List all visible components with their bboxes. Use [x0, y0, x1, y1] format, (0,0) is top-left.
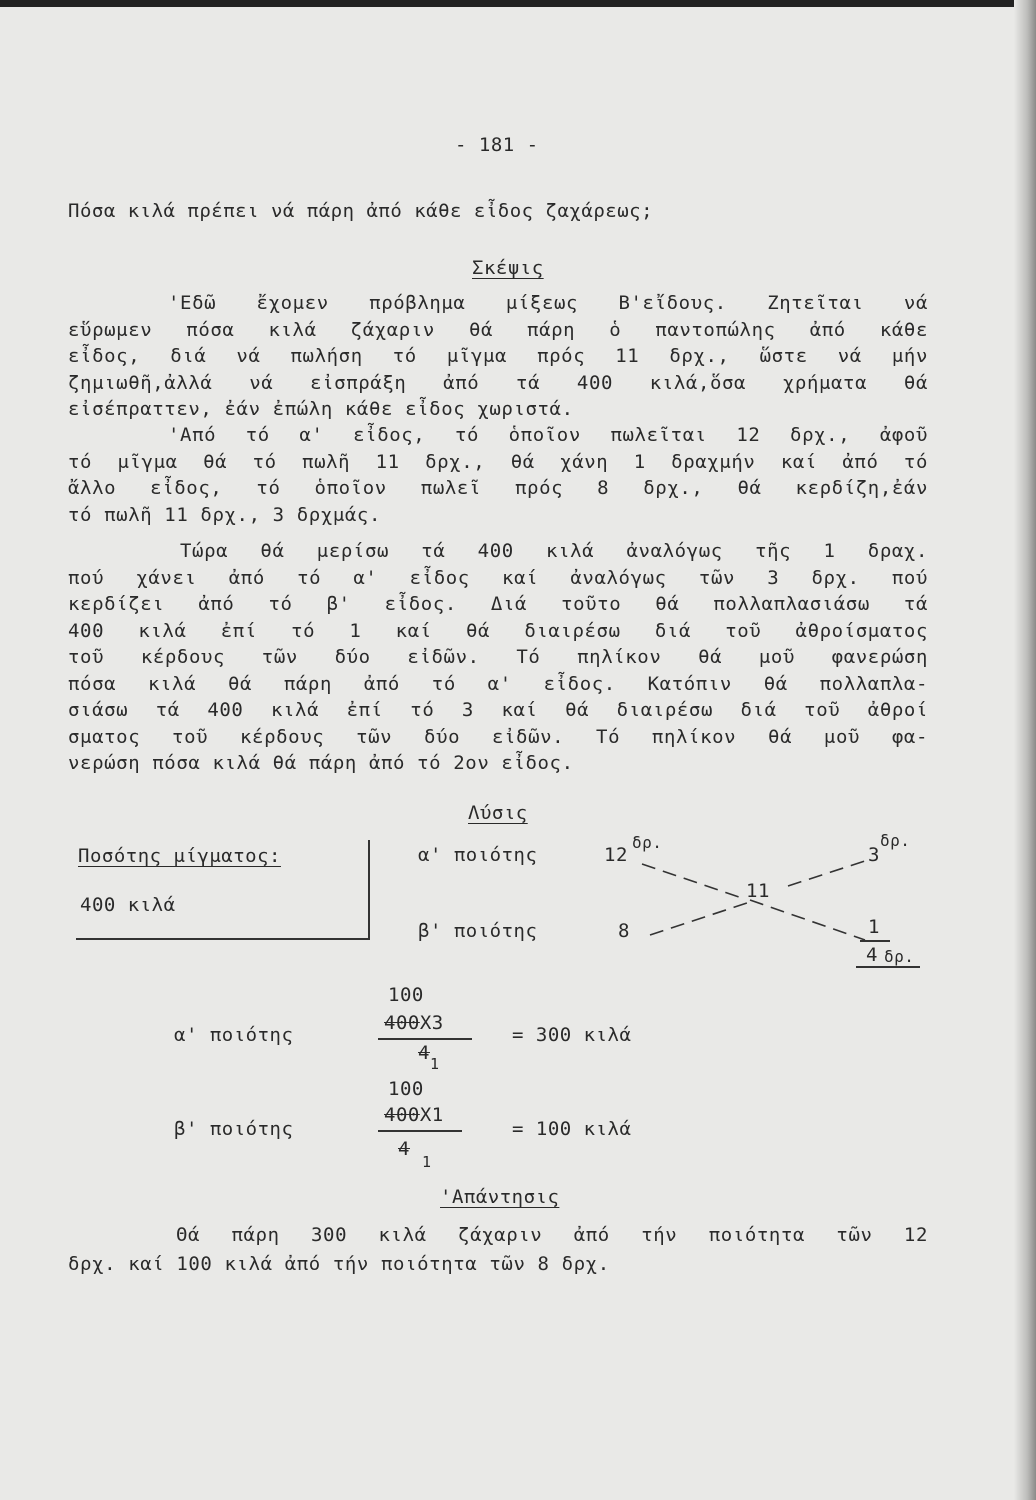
reduced-number: 1: [421, 1153, 432, 1171]
question-text: Πόσα κιλά πρέπει νά πάρη ἀπό κάθε εἶδος ζαχάρεως;: [68, 200, 654, 222]
text-line: τό πωλῆ 11 δρχ., 3 δρχμάς.: [68, 503, 382, 526]
text-line: νερώση πόσα κιλά θά πάρη ἀπό τό 2ον εἶδος.: [68, 752, 574, 774]
difference-a: 3: [868, 844, 880, 866]
text-line: εἰσέπραττεν, ἐάν ἐπώλη κάθε εἶδος χωριστά.: [68, 398, 574, 420]
answer-heading: 'Απάντησις: [440, 1186, 560, 1208]
text-line: Θά πάρη 300 κιλά ζάχαριν ἀπό τήν ποιότητα τῶν 12: [176, 1224, 928, 1246]
text-line: εἶδος, διά νά πωλήση τό μῖγμα πρός 11 δρχ., ὥστε νά μήν: [68, 345, 928, 367]
multiplier: X1: [419, 1104, 444, 1126]
calc-a-denominator: [418, 1040, 440, 1073]
box-bottom-border: [76, 938, 370, 940]
text-line: τοῦ κέρδους τῶν δύο εἰδῶν. Τό πηλίκον θά μοῦ φανερώση: [68, 646, 928, 668]
mixture-value: 400 κιλά: [80, 894, 176, 916]
mixture-label: Ποσότης μίγματος:: [78, 845, 281, 867]
skepsis-heading: Σκέψις: [472, 257, 544, 279]
text-line: πού χάνει ἀπό τό α' εἶδος καί ἀναλόγως τῶν 3 δρχ. πού: [68, 566, 928, 589]
multiplier: X3: [419, 1012, 444, 1034]
text-line: 'Από τό α' εἶδος, τό ὁποῖον πωλεῖται 12 δρχ., ἀφοῦ: [168, 424, 928, 446]
struck-number: 400: [384, 1104, 420, 1126]
cross-diagram: [620, 840, 880, 950]
struck-number: 400: [384, 1012, 420, 1034]
box-right-border: [368, 840, 370, 940]
answer-paragraph: [68, 1222, 928, 1277]
calc-b-label: β' ποιότης: [174, 1118, 294, 1140]
dashed-line-d: [788, 860, 868, 886]
skepsis-paragraph-2: [68, 422, 928, 528]
dashed-line-a: [642, 864, 742, 898]
text-line: Τώρα θά μερίσω τά 400 κιλά ἀναλόγως τῆς 1 δραχ.: [180, 540, 928, 562]
difference-b-denominator: 4: [866, 944, 878, 966]
skepsis-paragraph-1: [68, 290, 928, 423]
calc-b-result: = 100 κιλά: [512, 1118, 632, 1140]
underline-rule: [856, 966, 920, 968]
text-line: πόσα κιλά θά πάρη ἀπό τό α' εἶδος. Κατόπιν θά πολλαπλα-: [68, 672, 928, 695]
calc-b-denominator: [398, 1136, 432, 1171]
struck-number: 4: [398, 1138, 410, 1160]
calc-a-numerator: [384, 1010, 444, 1036]
text-line: εὕρωμεν πόσα κιλά ζάχαριν θά πάρη ὁ παντοπώλης ἀπό κάθε: [68, 318, 928, 341]
skepsis-paragraph-3: [68, 538, 928, 777]
dashed-line-c: [650, 902, 750, 935]
scan-right-edge: [1014, 0, 1036, 1500]
difference-a-unit: δρ.: [880, 831, 911, 850]
dashed-line-b: [750, 900, 865, 940]
text-line: κερδίζει ἀπό τό β' εἶδος. Διά τοῦτο θά πολλαπλασιάσω τά: [68, 593, 928, 615]
scan-top-border: [0, 0, 1036, 7]
calc-a-label: α' ποιότης: [174, 1024, 294, 1046]
text-line: 'Εδῶ ἔχομεν πρόβλημα μίξεως Β'εἴδους. Ζητεῖται νά: [168, 292, 928, 314]
calc-b-numerator: [384, 1102, 444, 1128]
text-line: ἄλλο εἶδος, τό ὁποῖον πωλεῖ πρός 8 δρχ., θά κερδίζη,ἐάν: [68, 477, 928, 499]
price-b: 8: [618, 920, 630, 942]
struck-number: 4: [418, 1042, 430, 1064]
text-line: σματος τοῦ κέρδους τῶν δύο εἰδῶν. Τό πηλίκον θά μοῦ φα-: [68, 725, 928, 748]
mix-price: 11: [746, 880, 770, 902]
text-line: 400 κιλά ἐπί τό 1 καί θά διαιρέσω διά τοῦ ἀθροίσματος: [68, 619, 928, 642]
text-line: σιάσω τά 400 κιλά ἐπί τό 3 καί θά διαιρέσω διά τοῦ ἀθροί: [68, 699, 928, 721]
fraction-bar: [378, 1130, 462, 1132]
price-a-unit: δρ.: [632, 833, 663, 852]
text-line: ζημιωθῆ,ἀλλά νά εἰσπράξη ἀπό τά 400 κιλά,ὅσα χρήματα θά: [68, 371, 928, 394]
page-number: - 181 -: [455, 134, 539, 156]
quality-a-label: α' ποιότης: [418, 844, 538, 866]
text-line: δρχ. καί 100 κιλά ἀπό τήν ποιότητα τῶν 8 δρχ.: [68, 1252, 610, 1275]
text-line: τό μῖγμα θά τό πωλῆ 11 δρχ., θά χάνη 1 δραχμήν καί ἀπό τό: [68, 450, 928, 473]
calc-a-result: = 300 κιλά: [512, 1024, 632, 1046]
calc-a-reduced: 100: [388, 984, 424, 1006]
difference-b-unit: δρ.: [884, 947, 915, 966]
difference-b-numerator: 1: [868, 916, 880, 938]
quality-b-label: β' ποιότης: [418, 920, 538, 942]
price-a: 12: [604, 844, 628, 866]
calc-b-reduced: 100: [388, 1078, 424, 1100]
lysis-heading: Λύσις: [468, 802, 528, 824]
reduced-number: 1: [429, 1055, 440, 1073]
